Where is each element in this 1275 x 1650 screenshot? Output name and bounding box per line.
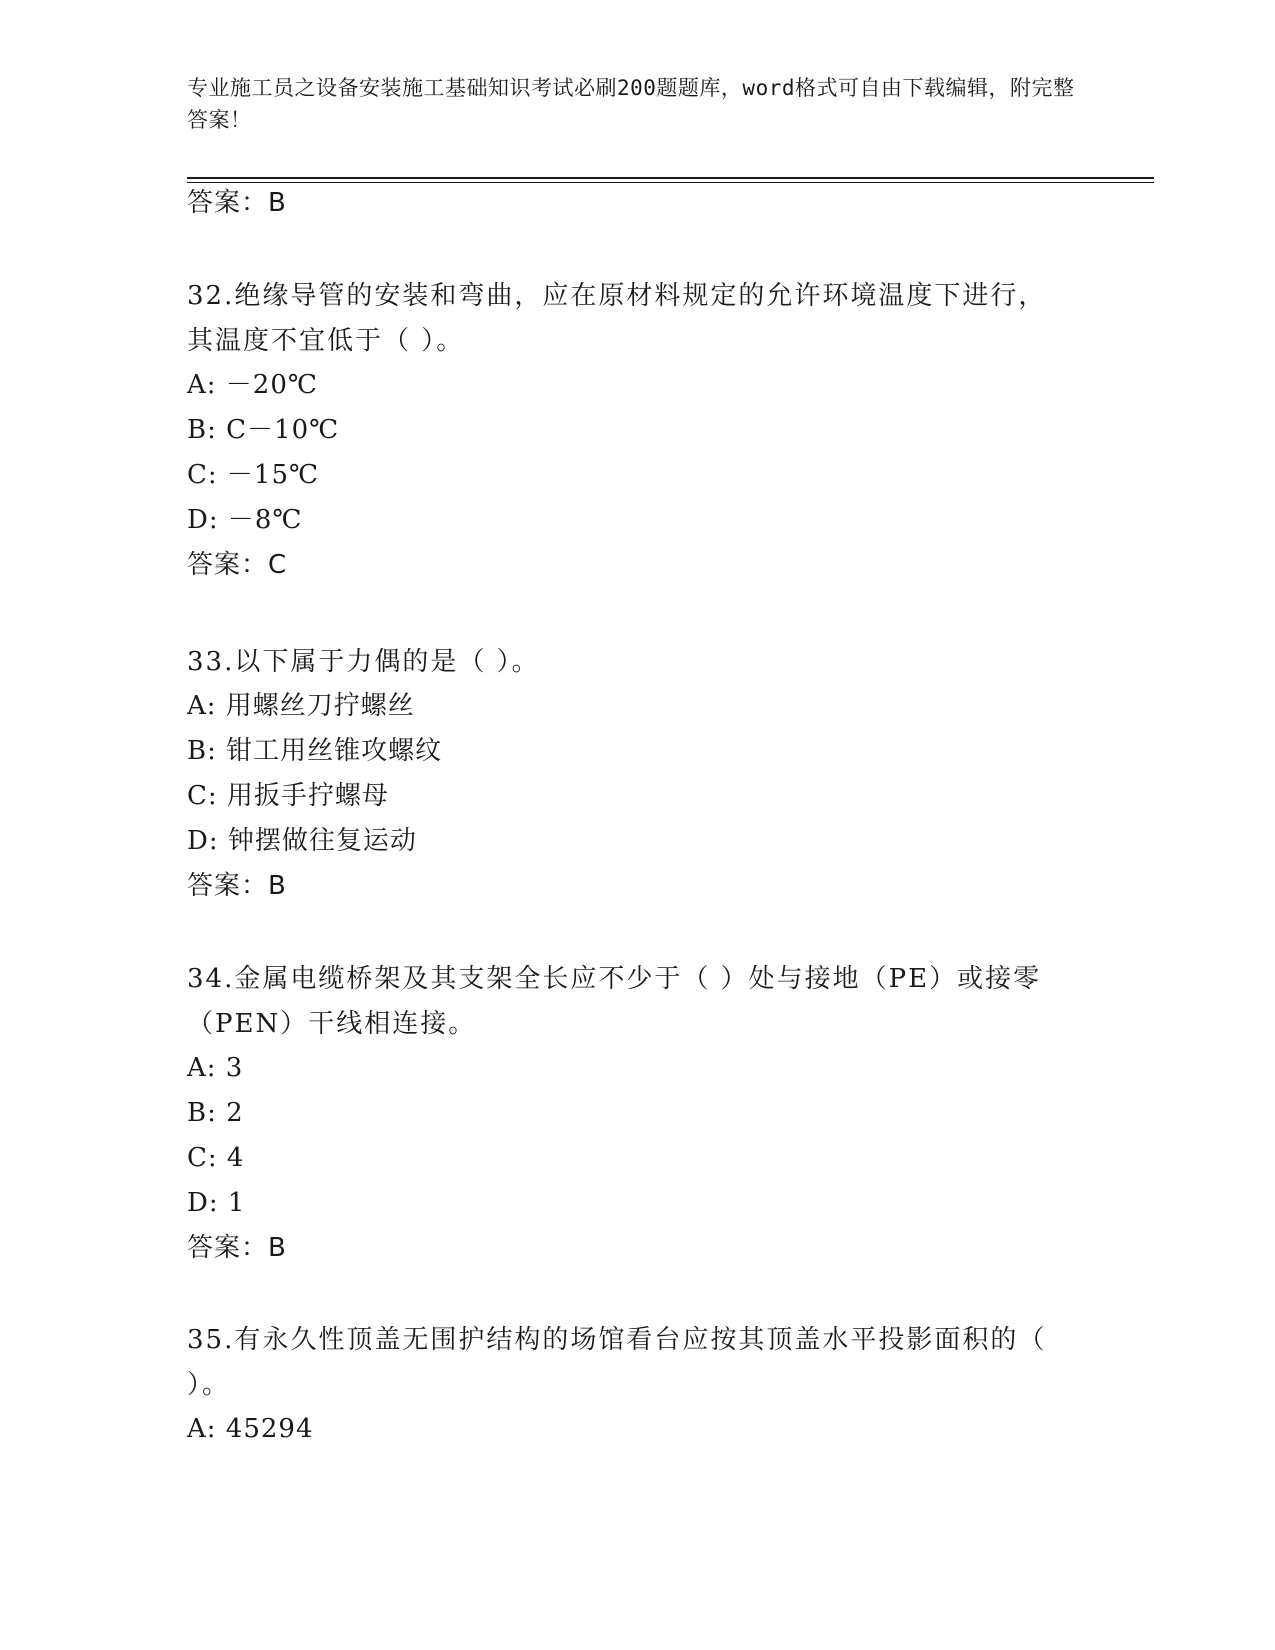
header-divider-thin: [187, 182, 1154, 183]
question-stem: 33.以下属于力偶的是（ ）。: [187, 647, 540, 677]
option-a: A: －20℃: [187, 370, 318, 400]
answer-line: 答案：B: [187, 871, 287, 901]
answer-line: 答案：C: [187, 550, 288, 580]
option-c: C: －15℃: [187, 460, 320, 490]
option-a: A: 3: [187, 1053, 244, 1083]
option-b: B: 2: [187, 1098, 244, 1128]
option-c: C: 4: [187, 1143, 245, 1173]
question-stem: 35.有永久性顶盖无围护结构的场馆看台应按其顶盖水平投影面积的（ ）。: [187, 1325, 1047, 1400]
option-d: D: 1: [187, 1188, 246, 1218]
option-a: A: 45294: [187, 1414, 314, 1444]
question-stem: 32.绝缘导管的安装和弯曲，应在原材料规定的允许环境温度下进行，其温度不宜低于（ ）。: [187, 281, 1047, 356]
answer-line: 答案：B: [187, 188, 287, 218]
option-d: D: －8℃: [187, 505, 303, 535]
answer-line: 答案：B: [187, 1233, 287, 1263]
document-header: 专业施工员之设备安装施工基础知识考试必刷200题题库，word格式可自由下载编辑，附完整答案！: [187, 76, 1075, 132]
header-divider: [187, 177, 1154, 179]
option-d: D: 钟摆做往复运动: [187, 826, 417, 856]
option-a: A: 用螺丝刀拧螺丝: [187, 691, 415, 721]
question-stem: 34.金属电缆桥架及其支架全长应不少于（ ）处与接地（PE）或接零（PEN）干线相连接。: [187, 964, 1042, 1039]
option-b: B: 钳工用丝锥攻螺纹: [187, 736, 443, 766]
option-b: B: C－10℃: [187, 415, 340, 445]
option-c: C: 用扳手拧螺母: [187, 781, 389, 811]
